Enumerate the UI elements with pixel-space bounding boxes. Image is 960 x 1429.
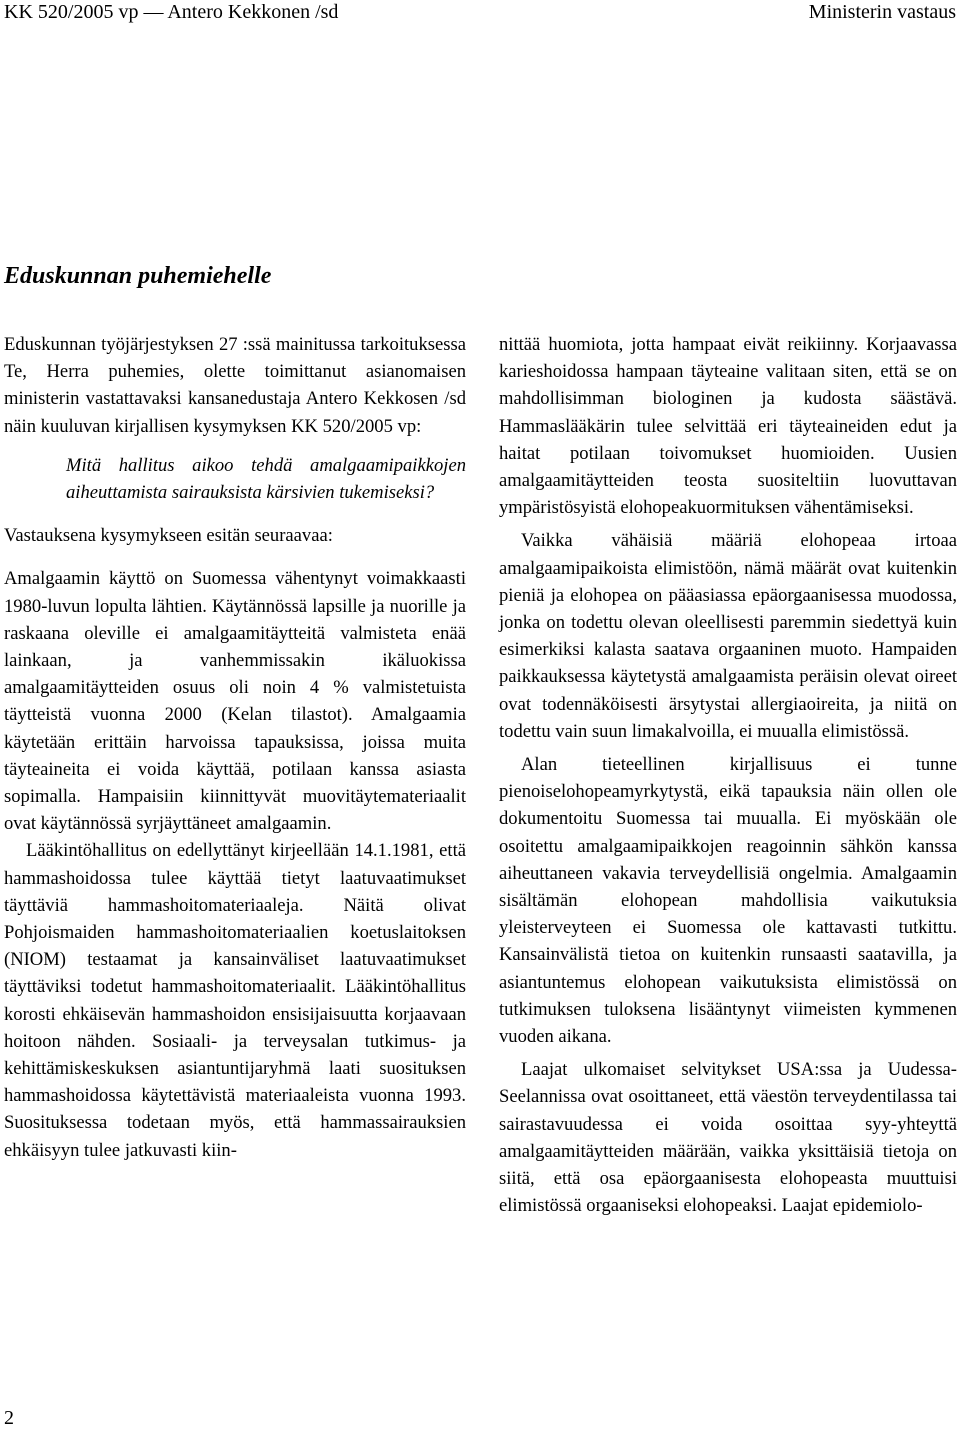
answer-paragraph-4: Vaikka vähäisiä määriä elohopeaa irtoaa amalgaamipaikoista elimistöön, nämä määrät ovat kuitenkin pieniä ja elohopea on pääasiassa epäorgaanisessa muodossa, jonka on todettu olevan oleellisesti paremmin siedettyä kuin esimerkiksi kalasta saatava orgaaninen muoto. Hampaiden paikkauksessa käytetystä amalgaamista peräisin olevat oireet ovat todennäköisesti ärsytystai allergiaoireita, ja niitä on todettu vain suun limakalvoilla, ei muualla elimistössä. [499,530,957,742]
page-header [0,0,960,24]
answer-paragraph-1: Amalgaamin käyttö on Suomessa vähentynyt voimakkaasti 1980-luvun lopulta lähtien. Käytännössä lapsille ja nuorille ja raskaana oleville ei amalgaamitäytteitä valmisteta enää lainkaan, ja vanhemmissakin ikäluokissa amalgaamitäytteiden osuus oli noin 4 % valmistetuista täytteistä vuonna 2000 (Kelan tilastot). Amalgaamia käytetään erittäin harvoissa tapauksissa, joissa muita täyteaineita ei voida käyttää, potilaan kanssa asiasta sopimalla. Hampaisiin kiinnittyvät muovitäytemateriaalit ovat käytännössä syrjäyttäneet amalgaamin. [4,568,466,835]
question-quote: Mitä hallitus aikoo tehdä amalgaamipaikkojen aiheuttamista sairauksista kärsivien tukemiseksi? [66,454,466,504]
header-section-title: Ministerin vastaus [808,1,956,23]
page-number: 2 [4,1407,14,1429]
answer-intro: Vastauksena kysymykseen esitän seuraavaa: [4,525,333,547]
addressee-heading: Eduskunnan puhemiehelle [4,263,272,289]
answer-paragraph-6: Laajat ulkomaiset selvitykset USA:ssa ja Uudessa-Seelannissa ovat osoittaneet, että väestön terveydentilassa tai sairastavuudessa ei voida osoittaa syy-yhteyttä amalgaamitäytteiden määrään, vaikka yksittäisiä tietoja on siitä, että osa epäorgaanisesta elohopeasta muuttuisi elimistössä orgaaniseksi elohopeaksi. Laajat epidemiolo- [499,1059,957,1217]
answer-paragraph-2: Lääkintöhallitus on edellyttänyt kirjeellään 14.1.1981, että hammashoidossa tulee käyttää tietyt laatuvaatimukset täyttäviä hammashoitomateriaaleja. Näitä olivat Pohjoismaiden hammashoitomateriaalien koetuslaitoksen (NIOM) testaamat ja kansainväliset laatuvaatimukset täyttäviksi todetut hammashoitomateriaalit. Lääkintöhallitus korosti ehkäisevän hammashoidon ensisijaisuutta korjaavaan hoitoon nähden. Sosiaali- ja terveysalan tutkimus- ja kehittämiskeskuksen asiantuntijaryhmä laati suosituksen hammashoidossa käytettävistä materiaaleista vuonna 1993. Suosituksessa todetaan myös, että hammassairauksien ehkäisyyn tulee jatkuvasti kiin- [4,840,466,1161]
answer-paragraph-5: Alan tieteellinen kirjallisuus ei tunne pienoiselohopeamyrkytystä, eikä tapauksia näin ollen ole dokumentoitu Suomessa tai muualla. Ei myöskään ole osoitettu amalgaamipaikkojen reagoinnin sähkön kanssa aiheuttaneen vakavia terveydellisiä ongelmia. Amalgaamin sisältämän elohopean mahdollisia vaikutuksia yleisterveyteen ei Suomessa ole kattavasti tutkittu. Kansainvälistä tietoa on kuitenkin runsaasti saatavilla, ja asiantuntemus elohopean vaikutuksista elimistössä on tutkimuksen tuloksena lisääntynyt viimeisten kymmenen vuoden aikana. [499,754,957,1048]
answer-paragraph-3: nittää huomiota, jotta hampaat eivät reikiinny. Korjaavassa karieshoidossa hampaan täyteaine valitaan siten, että se on mahdollisimman biologinen ja kudosta säästävä. Hammaslääkärin tulee selvittää eri täyteaineiden edut ja haitat potilaan toivomukset huomioiden. Uusien amalgaamitäytteiden teosta suositeltiin luovuttavan ympäristösyistä elohopeakuormituksen vähentämiseksi. [499,334,957,519]
header-document-id: KK 520/2005 vp — Antero Kekkonen /sd [4,1,339,23]
right-column [499,331,957,1220]
left-column [4,331,466,1164]
intro-paragraph: Eduskunnan työjärjestyksen 27 :ssä mainitussa tarkoituksessa Te, Herra puhemies, olette toimittanut asianomaisen ministerin vastattavaksi kansanedustaja Antero Kekkosen /sd näin kuuluvan kirjallisen kysymyksen KK 520/2005 vp: [4,334,466,437]
